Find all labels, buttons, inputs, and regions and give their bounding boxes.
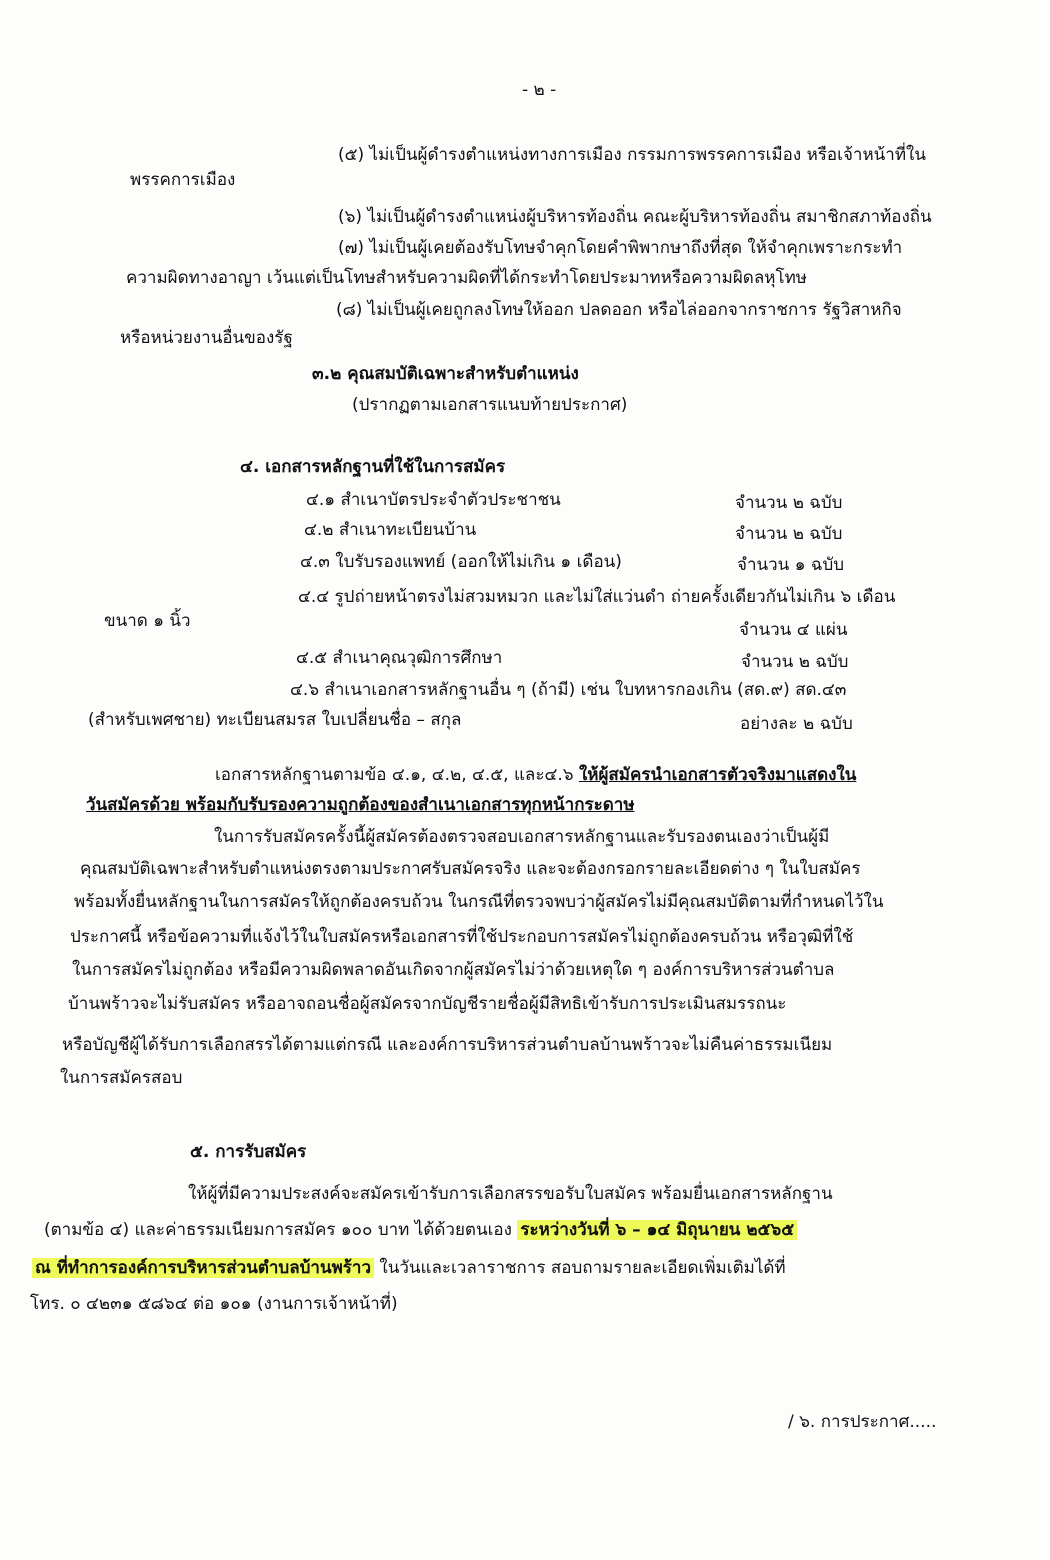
application-line-1: ให้ผู้ที่มีความประสงค์จะสมัครเข้ารับการเลือกสรรขอรับใบสมัคร พร้อมยื่นเอกสารหลักฐาน	[188, 1184, 833, 1204]
doc-qty-4-2: จำนวน ๒ ฉบับ	[735, 524, 843, 544]
verification-para-line-3: พร้อมทั้งยื่นหลักฐานในการสมัครให้ถูกต้องครบถ้วน ในกรณีที่ตรวจพบว่าผู้สมัครไม่มีคุณสมบัติตามที่กำหนดไว้ใน	[74, 892, 884, 912]
section-4-heading: ๔. เอกสารหลักฐานที่ใช้ในการสมัคร	[240, 457, 506, 477]
qual-item-7: (๗) ไม่เป็นผู้เคยต้องรับโทษจำคุกโดยคำพิพากษาถึงที่สุด ให้จำคุกเพราะกระทำ	[338, 238, 903, 258]
application-line-2-plain: (ตามข้อ ๔) และค่าธรรมเนียมการสมัคร ๑๐๐ บาท ได้ด้วยตนเอง	[44, 1220, 518, 1240]
doc-qty-4-1: จำนวน ๒ ฉบับ	[735, 493, 843, 513]
qual-item-8: (๘) ไม่เป็นผู้เคยถูกลงโทษให้ออก ปลดออก หรือไล่ออกจากราชการ รัฐวิสาหกิจ	[336, 300, 902, 320]
verification-para-line-7: หรือบัญชีผู้ได้รับการเลือกสรรได้ตามแต่กรณี และองค์การบริหารส่วนตำบลบ้านพร้าวจะไม่คืนค่าธรรมเนียม	[62, 1035, 833, 1055]
original-docs-note-cont: วันสมัครด้วย พร้อมกับรับรองความถูกต้องของสำเนาเอกสารทุกหน้ากระดาษ	[86, 795, 635, 815]
application-line-2	[44, 1218, 797, 1242]
doc-qty-4-5: จำนวน ๒ ฉบับ	[741, 652, 849, 672]
verification-para-line-2: คุณสมบัติเฉพาะสำหรับตำแหน่งตรงตามประกาศรับสมัครจริง และจะต้องกรอกรายละเอียดต่าง ๆ ในใบสมัคร	[80, 859, 861, 879]
verification-para-line-1: ในการรับสมัครครั้งนี้ผู้สมัครต้องตรวจสอบเอกสารหลักฐานและรับรองตนเองว่าเป็นผู้มี	[214, 827, 830, 847]
doc-qty-4-6: อย่างละ ๒ ฉบับ	[740, 714, 853, 734]
page-number: - ๒ -	[522, 80, 557, 100]
doc-item-4-5: ๔.๕ สำเนาคุณวุฒิการศึกษา	[296, 648, 503, 668]
doc-qty-4-3: จำนวน ๑ ฉบับ	[737, 555, 845, 575]
qual-item-5: (๕) ไม่เป็นผู้ดำรงตำแหน่งทางการเมือง กรรมการพรรคการเมือง หรือเจ้าหน้าที่ใน	[338, 145, 926, 165]
verification-para-line-8: ในการสมัครสอบ	[60, 1068, 183, 1088]
qual-item-8-cont: หรือหน่วยงานอื่นของรัฐ	[120, 328, 293, 348]
doc-item-4-4: ๔.๔ รูปถ่ายหน้าตรงไม่สวมหมวก และไม่ใส่แว่นดำ ถ่ายครั้งเดียวกันไม่เกิน ๖ เดือน	[298, 587, 896, 607]
continuation-note: / ๖. การประกาศ.....	[788, 1412, 937, 1432]
original-docs-note-plain: เอกสารหลักฐานตามข้อ ๔.๑, ๔.๒, ๔.๕, และ๔.๖	[215, 765, 579, 785]
qual-item-6: (๖) ไม่เป็นผู้ดำรงตำแหน่งผู้บริหารท้องถิ่น คณะผู้บริหารท้องถิ่น สมาชิกสภาท้องถิ่น	[338, 207, 932, 227]
application-line-3	[32, 1256, 786, 1280]
doc-item-4-4-cont: ขนาด ๑ นิ้ว	[104, 611, 191, 631]
verification-para-line-4: ประกาศนี้ หรือข้อความที่แจ้งไว้ในใบสมัครหรือเอกสารที่ใช้ประกอบการสมัครไม่ถูกต้องครบถ้วน หรือวุฒิที่ใช้	[70, 927, 854, 947]
application-line-3-plain: ในวันและเวลาราชการ สอบถามรายละเอียดเพิ่มเติมได้ที่	[374, 1258, 786, 1278]
doc-item-4-6: ๔.๖ สำเนาเอกสารหลักฐานอื่น ๆ (ถ้ามี) เช่น ใบทหารกองเกิน (สด.๙) สด.๔๓	[290, 680, 847, 700]
original-docs-note	[215, 763, 856, 787]
doc-item-4-1: ๔.๑ สำเนาบัตรประจำตัวประชาชน	[306, 490, 561, 510]
qual-item-7-cont: ความผิดทางอาญา เว้นแต่เป็นโทษสำหรับความผิดที่ได้กระทำโดยประมาทหรือความผิดลหุโทษ	[126, 268, 808, 288]
original-docs-note-emphasis: ให้ผู้สมัครนำเอกสารตัวจริงมาแสดงใน	[578, 765, 857, 785]
application-venue-highlight: ณ ที่ทำการองค์การบริหารส่วนตำบลบ้านพร้าว	[32, 1258, 374, 1278]
doc-item-4-2: ๔.๒ สำเนาทะเบียนบ้าน	[304, 520, 477, 540]
section-3-2-note: (ปรากฏตามเอกสารแนบท้ายประกาศ)	[352, 395, 628, 415]
application-dates-highlight: ระหว่างวันที่ ๖ – ๑๔ มิถุนายน ๒๕๖๕	[517, 1220, 797, 1240]
qual-item-5-cont: พรรคการเมือง	[130, 170, 236, 190]
verification-para-line-6: บ้านพร้าวจะไม่รับสมัคร หรืออาจถอนชื่อผู้สมัครจากบัญชีรายชื่อผู้มีสิทธิเข้ารับการประเมินสมรรถนะ	[68, 994, 787, 1014]
doc-item-4-6-cont: (สำหรับเพศชาย) ทะเบียนสมรส ใบเปลี่ยนชื่อ – สกุล	[88, 710, 462, 730]
contact-phone-line: โทร. ๐ ๔๒๓๑ ๕๘๖๔ ต่อ ๑๐๑ (งานการเจ้าหน้าที่)	[30, 1294, 398, 1314]
doc-item-4-3: ๔.๓ ใบรับรองแพทย์ (ออกให้ไม่เกิน ๑ เดือน)	[300, 552, 622, 572]
doc-qty-4-4: จำนวน ๔ แผ่น	[739, 620, 848, 640]
section-5-heading: ๕. การรับสมัคร	[190, 1142, 307, 1162]
section-3-2-heading: ๓.๒ คุณสมบัติเฉพาะสำหรับตำแหน่ง	[312, 364, 579, 384]
verification-para-line-5: ในการสมัครไม่ถูกต้อง หรือมีความผิดพลาดอันเกิดจากผู้สมัครไม่ว่าด้วยเหตุใด ๆ องค์การบริหารส่วนตำบล	[72, 960, 835, 980]
